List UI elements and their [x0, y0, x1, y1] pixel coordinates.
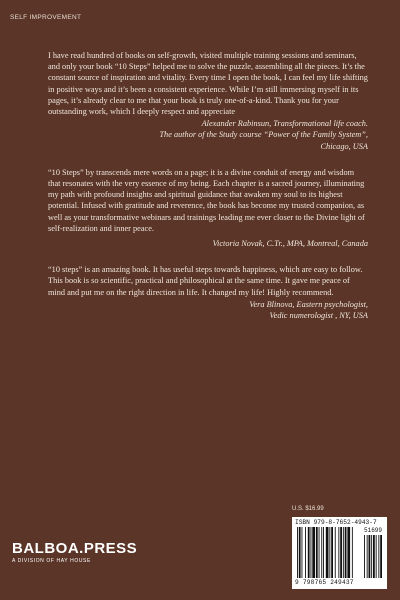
review-attribution [48, 238, 368, 249]
barcode-digits: 9 798765 249437 [295, 579, 354, 586]
review-text: I have read hundred of books on self-growth, visited multiple training sessions and seminars, and only your book “10 Steps” helped me to solve the puzzle, assembling all the pieces. It’s the constant source of inspiration and vitality. Every time I open the book, I can feel my life shifting in positive ways and it’s been a consistent experience. While I’m still immersing myself in its pages, it’s already clear to me that your book is truly one-of-a-kind. Thank you for your outstanding work, which I deeply respect and appreciate [48, 51, 368, 117]
barcode [292, 517, 387, 589]
review-3 [48, 264, 368, 321]
review-attribution [48, 299, 368, 321]
attribution-line: Chicago, USA [320, 141, 368, 151]
review-text: “10 Steps” by transcends mere words on a page; it is a divine conduit of energy and wisdom that resonates with the very essence of my being. Each chapter is a sacred journey, illuminating my path with profound insights and spiritual guidance that awaken my soul to its highest potential. Infused with gratitude and reverence, the book has become my trusted companion, as well as your transformative webinars and trainings leading me ever closer to the Divine light of self-realization and inner peace. [48, 167, 365, 233]
attribution-line: Alexander Rabinsun, Transformational life coach. [201, 119, 368, 129]
review-text: “10 steps” is an amazing book. It has useful steps towards happiness, which are easy to follow. This book is so scientific, practical and philosophical at the same time. It gave me peace of mind and put me on the right direction in life. It changed my life! Highly recommend. [48, 265, 363, 297]
attribution-line: Vera Blinova, Eastern psychologist, [249, 299, 368, 309]
isbn-text: ISBN 979-8-7652-4943-7 [295, 519, 377, 526]
publisher-logo [12, 540, 137, 564]
price-label: U.S. $16.99 [292, 506, 324, 512]
review-attribution [48, 118, 368, 152]
review-1 [48, 50, 368, 152]
price-code: 51699 [364, 527, 383, 534]
attribution-line: The author of the Study course “Power of the Family System”, [159, 130, 368, 140]
attribution-line: Vedic numerologist , NY, USA [269, 311, 368, 321]
category-label: SELF IMPROVEMENT [10, 14, 82, 21]
attribution-line: Victoria Novak, C.Tr., MPA, Montreal, Canada [212, 239, 368, 249]
reviews-section [48, 50, 368, 321]
publisher-subtitle: A DIVISION OF HAY HOUSE [12, 558, 91, 564]
publisher-name: BALBOA.PRESS [12, 540, 138, 557]
review-2 [48, 167, 368, 249]
